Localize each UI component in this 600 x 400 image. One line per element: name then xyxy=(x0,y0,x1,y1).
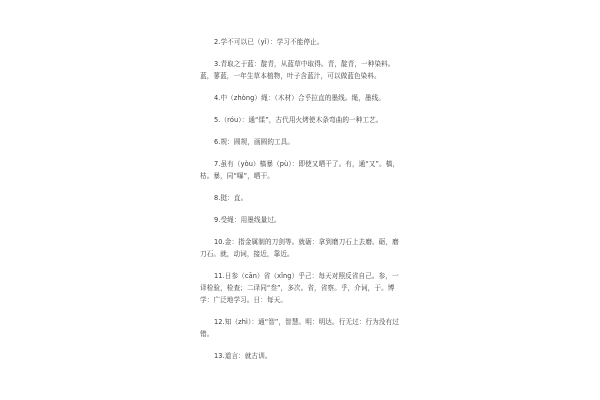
note-text: 6.规：圆规，画圆的工具。 xyxy=(214,138,295,146)
note-item-3 xyxy=(200,58,400,82)
note-item-6 xyxy=(200,136,400,148)
note-item-9 xyxy=(200,214,400,226)
note-text: 2.学不可以已（yǐ）：学习不能停止。 xyxy=(214,38,324,46)
note-text: 12.知（zhì）：通“智”，智慧。明：明达。行无过：行为没有过错。 xyxy=(200,318,399,338)
note-text: 10.金：指金属制的刀剑等。就砺：拿到磨刀石上去磨。砺，磨刀石。就，动词，接近，靠近。 xyxy=(200,238,399,258)
note-text: 9.受绳：用墨线量过。 xyxy=(214,216,281,224)
annotation-list xyxy=(200,36,400,362)
note-item-10 xyxy=(200,236,400,260)
note-item-5 xyxy=(200,114,400,126)
note-text: 5.（róu）：通“煣”，古代用火烤使木条弯曲的一种工艺。 xyxy=(214,116,383,124)
note-item-4 xyxy=(200,92,400,104)
note-text: 8.挺：直。 xyxy=(214,194,248,202)
note-text: 11.日参（cān）省（xǐng）乎己：每天对照反省自己。参，一译检验，检查；二译同“叁”，多次。省，省察。乎，介词，于。博学：广泛地学习。日：每天。 xyxy=(200,272,399,304)
note-text: 4.中（zhòng）绳：（木材）合乎拉直的墨线。绳，墨线。 xyxy=(214,94,385,102)
note-item-11 xyxy=(200,270,400,306)
note-item-12 xyxy=(200,316,400,340)
note-item-13 xyxy=(200,350,400,362)
note-item-7 xyxy=(200,158,400,182)
note-item-8 xyxy=(200,192,400,204)
note-item-2 xyxy=(200,36,400,48)
note-text: 3.青取之于蓝：靛青，从蓝草中取得。青，靛青，一种染料。蓝，蓼蓝，一年生草本植物，叶子含蓝汁，可以做蓝色染料。 xyxy=(200,60,395,80)
note-text: 7.虽有（yòu）槁暴（pù）：即使又晒干了。有，通“又”。槁，枯。暴，同“曝”，晒干。 xyxy=(200,160,400,180)
note-text: 13.道言：就古训。 xyxy=(214,352,272,360)
